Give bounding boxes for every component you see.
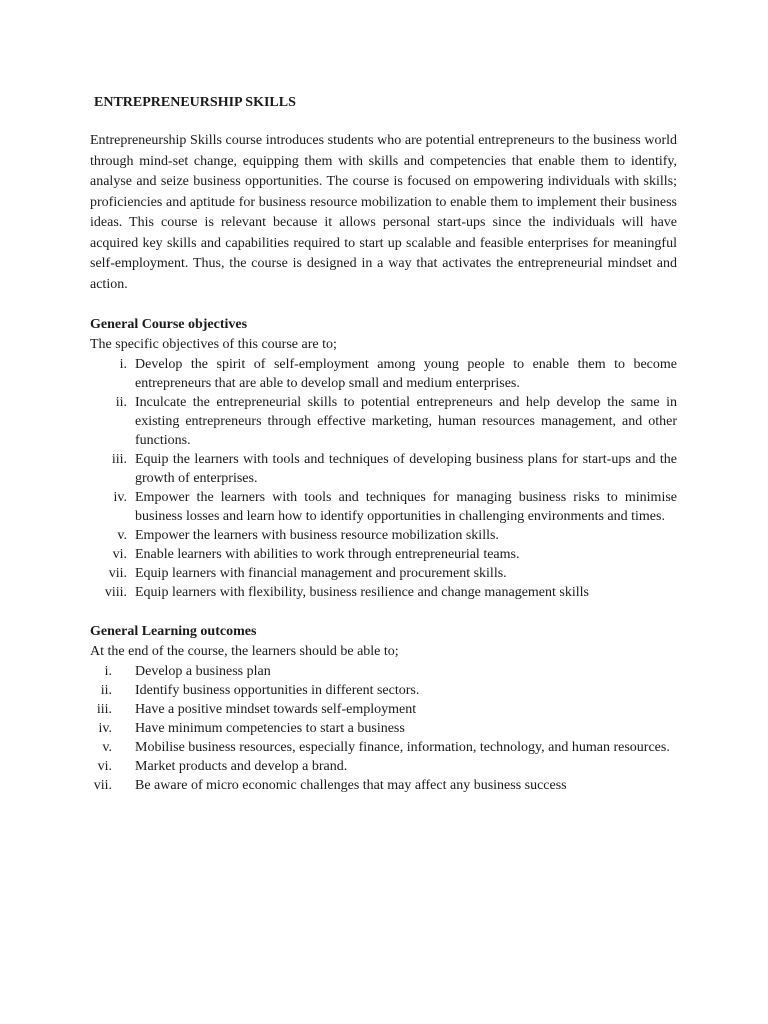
- list-item: [90, 757, 677, 776]
- objectives-lead: The specific objectives of this course are to;: [90, 337, 337, 352]
- list-item: [90, 738, 677, 757]
- list-item: [90, 450, 677, 488]
- list-text: Have a positive mindset towards self-employment: [135, 702, 417, 717]
- list-number: vii.: [93, 778, 112, 793]
- list-number: v.: [102, 740, 112, 755]
- list-number: iv.: [98, 721, 112, 736]
- list-text: Equip learners with flexibility, business resilience and change management skills: [135, 585, 589, 600]
- list-item: [90, 776, 677, 795]
- list-text: Market products and develop a brand.: [135, 759, 348, 774]
- list-text: Develop the spirit of self-employment among young people to enable them to become entrepreneurs that are able to develop small and medium enterprises.: [135, 357, 677, 391]
- outcomes-section: [90, 622, 677, 795]
- document-title: ENTREPRENEURSHIP SKILLS: [94, 95, 296, 110]
- list-number: ii.: [100, 683, 112, 698]
- list-text: Equip the learners with tools and techniques of developing business plans for start-ups and the growth of enterprises.: [135, 452, 677, 486]
- list-number: iv.: [113, 490, 127, 505]
- list-number: i.: [119, 357, 127, 372]
- outcomes-list: [90, 662, 677, 795]
- list-text: Enable learners with abilities to work through entrepreneurial teams.: [135, 547, 520, 562]
- objectives-heading: General Course objectives: [90, 317, 248, 332]
- list-text: Empower the learners with tools and techniques for managing business risks to minimise business losses and learn how to identify opportunities in challenging environments and times.: [135, 490, 677, 524]
- list-item: [90, 564, 677, 583]
- list-text: Empower the learners with business resource mobilization skills.: [135, 528, 499, 543]
- document-page: [90, 94, 677, 795]
- list-number: ii.: [115, 395, 127, 410]
- list-number: viii.: [104, 585, 127, 600]
- list-number: vi.: [112, 547, 127, 562]
- list-text: Inculcate the entrepreneurial skills to potential entrepreneurs and help develop the same in existing entrepreneurs through effective marketing, human resources management, and other functions.: [135, 395, 677, 448]
- list-number: v.: [117, 528, 127, 543]
- list-text: Be aware of micro economic challenges that may affect any business success: [135, 778, 567, 793]
- objectives-section: [90, 315, 677, 602]
- list-number: iii.: [96, 702, 112, 717]
- list-item: [90, 488, 677, 526]
- list-text: Mobilise business resources, especially finance, information, technology, and human resources.: [135, 740, 670, 755]
- list-number: i.: [104, 664, 112, 679]
- outcomes-lead: At the end of the course, the learners should be able to;: [90, 644, 399, 659]
- list-item: [90, 355, 677, 393]
- list-item: [90, 700, 677, 719]
- list-number: iii.: [111, 452, 127, 467]
- intro-paragraph: Entrepreneurship Skills course introduces students who are potential entrepreneurs to the business world through mind-set change, equipping them with skills and competencies that enable them to identify, analyse and seize business opportunities. The course is focused on empowering individuals with skills; proficiencies and aptitude for business resource mobilization to enable them to implement their business ideas. This course is relevant because it allows personal start-ups since the individuals will have acquired key skills and capabilities required to start up scalable and feasible enterprises for meaningful self-employment. Thus, the course is designed in a way that activates the entrepreneurial mindset and action.: [90, 133, 677, 292]
- list-item: [90, 719, 677, 738]
- section-spacer: [90, 602, 677, 622]
- list-item: [90, 526, 677, 545]
- list-item: [90, 545, 677, 564]
- list-item: [90, 393, 677, 450]
- outcomes-heading: General Learning outcomes: [90, 624, 257, 639]
- list-number: vi.: [97, 759, 112, 774]
- list-item: [90, 583, 677, 602]
- list-text: Develop a business plan: [135, 664, 271, 679]
- list-text: Have minimum competencies to start a business: [135, 721, 405, 736]
- list-item: [90, 681, 677, 700]
- list-text: Identify business opportunities in different sectors.: [135, 683, 420, 698]
- objectives-list: [90, 355, 677, 602]
- list-text: Equip learners with financial management and procurement skills.: [135, 566, 507, 581]
- list-number: vii.: [108, 566, 127, 581]
- list-item: [90, 662, 677, 681]
